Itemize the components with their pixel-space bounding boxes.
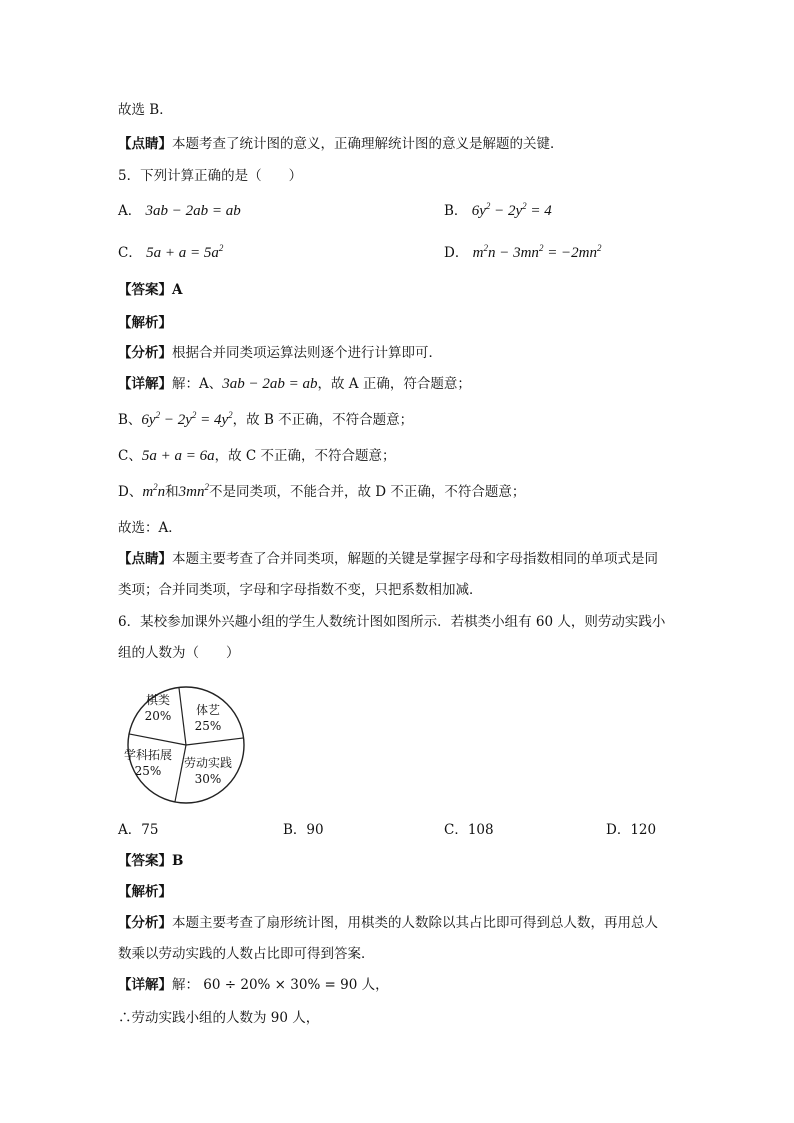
pie-category-label: 体艺	[195, 703, 221, 717]
detail-5-d: D、$m^2n$和$3mn^2$不是同类项，不能合并，故 D 不正确，不符合题意；	[118, 482, 526, 500]
comment-tag: 【点睛】	[118, 551, 172, 567]
detail-5-a: 【详解】解：A、3ab − 2ab = ab，故 A 正确，符合题意；	[118, 376, 471, 392]
q5-option-a	[118, 201, 241, 221]
analysis-tag: 【分析】	[118, 345, 172, 361]
answer-6: 【答案】B	[118, 853, 184, 869]
analysis-5-heading: 【解析】	[118, 315, 172, 331]
option-label: A．	[118, 203, 142, 219]
detail-tag: 【详解】	[118, 376, 172, 392]
q5-option-c	[118, 243, 223, 263]
pie-percent-label: 25%	[194, 719, 222, 733]
answer-5: 【答案】A	[118, 282, 183, 298]
q5-option-d	[444, 243, 602, 263]
pie-percent-label: 20%	[144, 709, 172, 723]
question-6-line-1: 6．某校参加课外兴趣小组的学生人数统计图如图所示．若棋类小组有 60 人，则劳动实践小	[118, 614, 666, 630]
question-6-line-2: 组的人数为（ ）	[118, 645, 240, 661]
line-choose-b: 故选 B．	[118, 102, 173, 118]
option-math: $5a + a = 5a^2$	[146, 243, 224, 261]
q6-option-b: B．90	[283, 822, 324, 838]
analysis-6-1: 【分析】本题主要考查了扇形统计图，用棋类的人数除以其占比即可得到总人数，再用总人	[118, 915, 658, 931]
comment-5-2: 类项；合并同类项，字母和字母指数不变，只把系数相加减．	[118, 582, 483, 598]
q6-option-c: C．108	[444, 822, 494, 838]
pie-category-label: 棋类	[145, 693, 171, 707]
conclusion-6: ∴劳动实践小组的人数为 90 人，	[118, 1010, 320, 1026]
pie-category-label: 学科拓展	[123, 748, 173, 762]
question-5: 5．下列计算正确的是（ ）	[118, 168, 303, 184]
analysis-5	[118, 343, 442, 363]
comment-text: 本题考查了统计图的意义，正确理解统计图的意义是解题的关键．	[172, 136, 564, 152]
pie-percent-label: 30%	[194, 772, 222, 786]
q6-option-a: A．75	[118, 822, 159, 838]
detail-6: 【详解】解： 60 ÷ 20% × 30% = 90 人，	[118, 977, 389, 993]
option-label: D．	[444, 245, 469, 261]
detail-tag: 【详解】	[118, 977, 172, 993]
detail-5-c: C、5a + a = 6a，故 C 不正确，不符合题意；	[118, 448, 396, 464]
pie-chart	[118, 684, 254, 806]
analysis-tag: 【分析】	[118, 915, 172, 931]
q6-option-d: D．120	[606, 822, 657, 838]
option-label: C．	[118, 245, 142, 261]
option-math: $m^2n - 3mn^2 = -2mn^2$	[472, 243, 602, 261]
analysis-6-heading: 【解析】	[118, 884, 172, 900]
option-label: B．	[444, 203, 468, 219]
comment-tag: 【点睛】	[118, 136, 172, 152]
option-math: 3ab − 2ab = ab	[145, 203, 241, 219]
q5-option-b	[444, 201, 552, 221]
comment-5-1: 【点睛】本题主要考查了合并同类项，解题的关键是掌握字母和字母指数相同的单项式是同	[118, 551, 658, 567]
pie-category-label: 劳动实践	[183, 756, 233, 770]
detail-5-b: B、$6y^2 - 2y^2 = 4y^2$，故 B 不正确，不符合题意；	[118, 410, 414, 428]
comment-line-1	[118, 134, 564, 154]
choose-5: 故选：A．	[118, 520, 182, 536]
option-math: $6y^2 - 2y^2 = 4$	[471, 201, 552, 219]
analysis-6-2: 数乘以劳动实践的人数占比即可得到答案．	[118, 946, 375, 962]
analysis-text: 根据合并同类项运算法则逐个进行计算即可．	[172, 345, 442, 361]
pie-percent-label: 25%	[134, 764, 162, 778]
